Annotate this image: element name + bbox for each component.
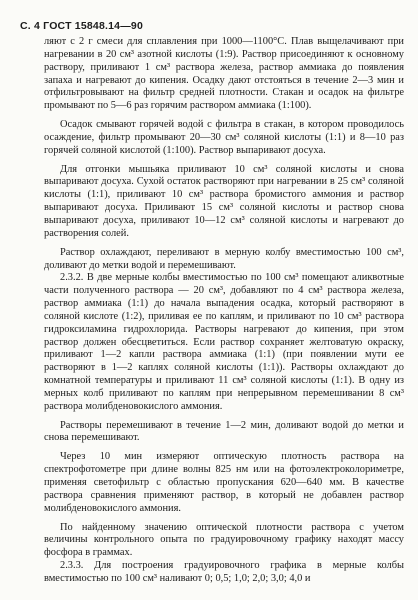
paragraph-2-3-3: 2.3.3. Для построения градуировочного графика в мерные колбы вместимостью по 100 см³ наливают 0; 0,5; 1,0; 2,0; 3,0; 4,0 и [44, 560, 404, 584]
paragraph-cooling: Раствор охлаждают, переливают в мерную колбу вместимостью 100 см³, доливают до метки водой и перемешивают. [44, 246, 404, 271]
paragraph-calibration-result: По найденному значению оптической плотности раствора с учетом величины контрольного опыта по градуировочному графику находят массу фосфора в граммах. [44, 521, 404, 559]
paragraph-continuation: ляют с 2 г смеси для сплавления при 1000—1100°С. Плав выщелачивают при нагревании в 20 см³ азотной кислоты (1:9). Раствор присоединяют к основному раствору, приливают 1 см³ раствора железа, раствор аммиака до появления запаха и нагревают до кипения. Осадку дают отстояться в течение 2—3 мин и отфильтровывают на фильтр средней плотности. Стакан и осадок на фильтре промывают по 5—6 раз горячим раствором аммиака (1:100). [44, 36, 404, 112]
paragraph-measurement: Через 10 мин измеряют оптическую плотность раствора на спектрофотометре при длине волны 825 нм или на фотоэлектроколориметре, применяя светофильтр с областью пропускания 620—640 мм. В качестве раствора сравнения применяют раствор, в который не добавлен раствор молибденовокислого аммония. [44, 451, 404, 514]
paragraph-precipitate-wash: Осадок смывают горячей водой с фильтра в стакан, в котором проводилось осаждение, фильтр промывают 20—30 см³ соляной кислоты (1:1) и 8—10 раз горячей соляной кислотой (1:100). Раствор выпаривают досуха. [44, 119, 404, 156]
paragraph-arsenic-distillation: Для отгонки мышьяка приливают 10 см³ соляной кислоты и снова выпаривают досуха. Сухой остаток растворяют при нагревании в 25 см³ соляной кислоты (1:1), приливают 10 см³ раствора бромистого аммония и раствор выпаривают досуха. Приливают 15 см³ соляной кислоты и раствор снова выпаривают досуха, приливают 10—12 см³ соляной кислоты и нагревают до растворения солей. [44, 163, 404, 239]
body-text [44, 36, 404, 586]
page-header: С. 4 ГОСТ 15848.14—90 [20, 20, 143, 32]
paragraph-mixing: Растворы перемешивают в течение 1—2 мин, доливают водой до метки и снова перемешивают. [44, 419, 404, 444]
paragraph-2-3-2: 2.3.2. В две мерные колбы вместимостью по 100 см³ помещают аликвотные части полученного раствора — 20 см³, добавляют по 4 см³ раствора железа, раствор аммиака (1:1) до начала выпадения осадка, который растворяют в соляной кислоте (1:2), приливая ее по каплям, и приливают по 10 см³ раствора гидроксиламина гидрохлорида. Растворы нагревают до кипения, при этом раствор должен обесцветиться. Если раствор сохраняет желтоватую окраску, приливают 1—2 капли раствора аммиака (1:1) (при появлении мути ее растворяют в 1—2 каплях соляной кислоты (1:1)). Растворы охлаждают до комнатной температуры и приливают 11 см³ соляной кислоты (1:1). В одну из мерных колб приливают по каплям при непрерывном перемешивании 8 см³ раствора молибденовокислого аммония. [44, 272, 404, 412]
